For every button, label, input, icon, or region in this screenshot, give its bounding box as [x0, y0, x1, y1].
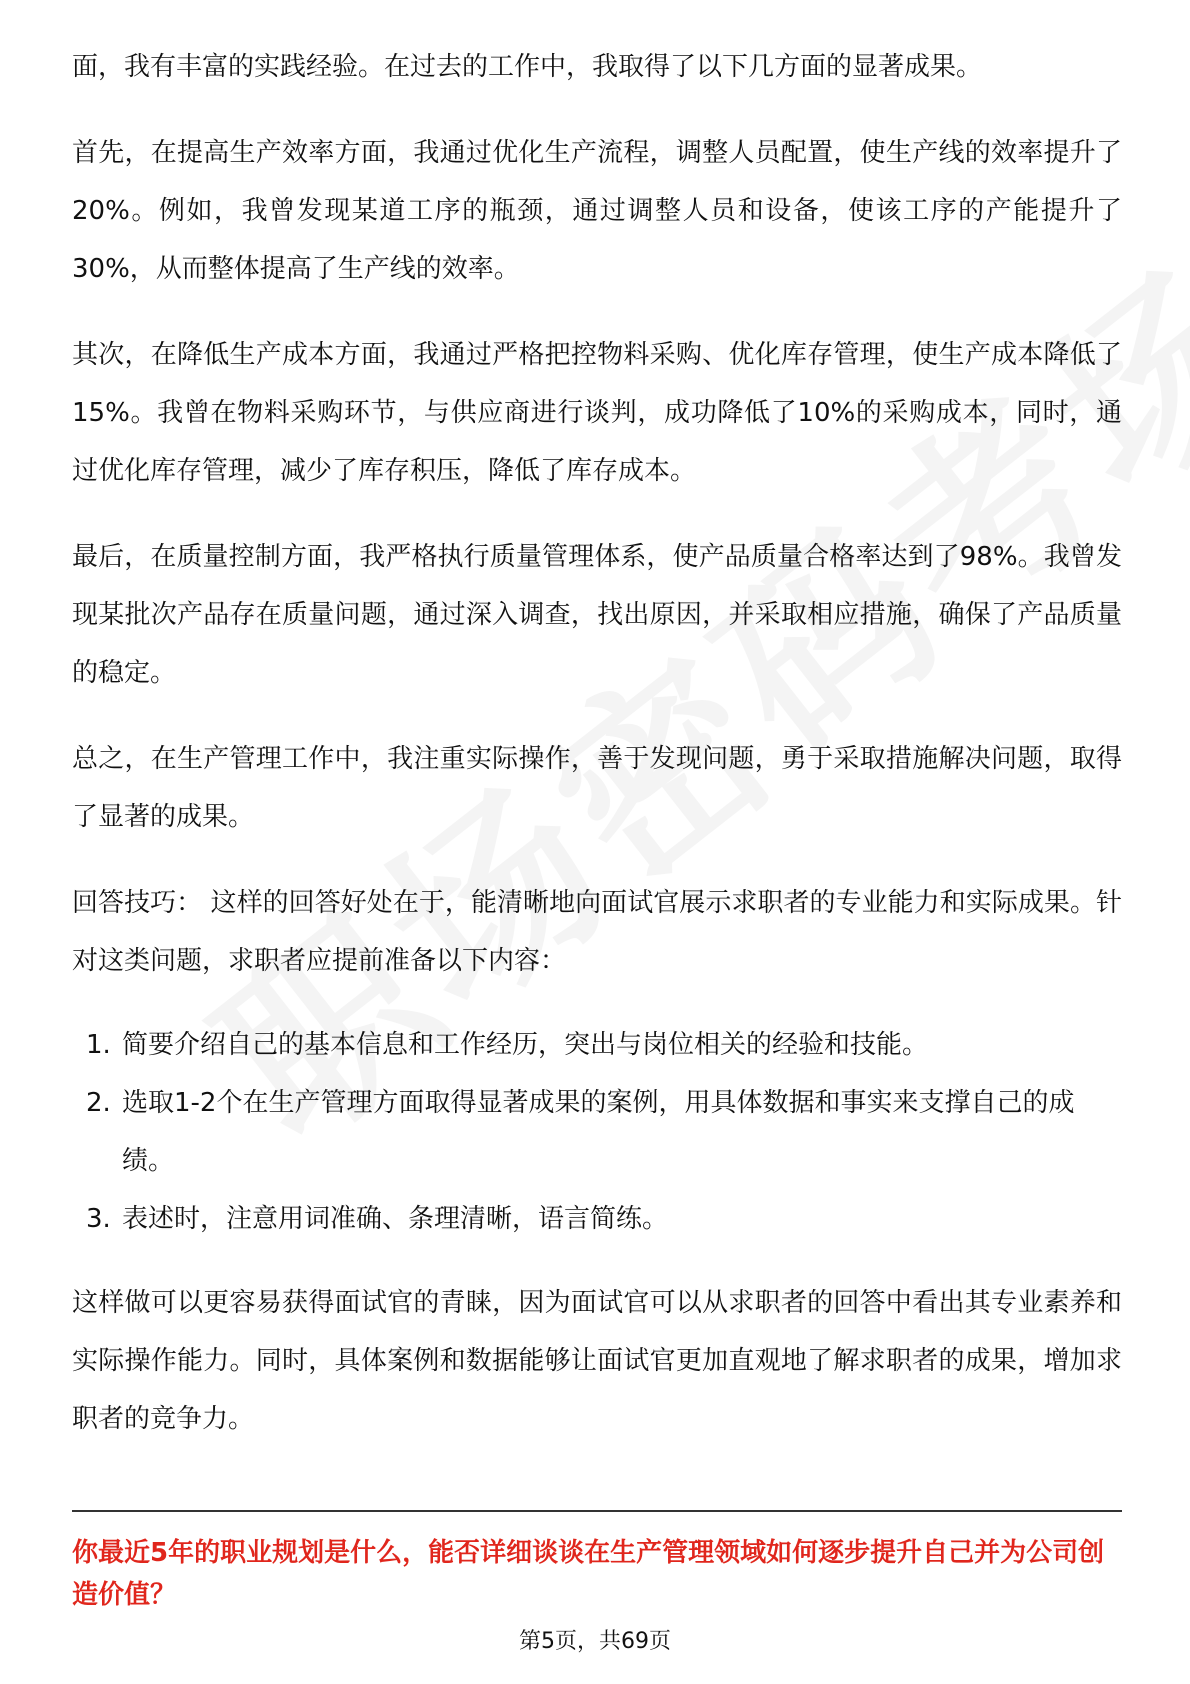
- list-item-text: 表述时，注意用词准确、条理清晰，语言简练。: [122, 1204, 669, 1234]
- list-item: [72, 1074, 1122, 1190]
- next-question-heading: 你最近5年的职业规划是什么，能否详细谈谈在生产管理领域如何逐步提升自己并为公司创造价值？: [72, 1538, 1105, 1610]
- section-divider: [72, 1510, 1122, 1512]
- page-number-footer: 第5页，共69页: [519, 1629, 671, 1654]
- paragraph-tips: 回答技巧： 这样的回答好处在于，能清晰地向面试官展示求职者的专业能力和实际成果。针对这类问题，求职者应提前准备以下内容：: [72, 888, 1122, 976]
- list-item-text: 选取1-2个在生产管理方面取得显著成果的案例，用具体数据和事实来支撑自己的成绩。: [122, 1088, 1075, 1176]
- paragraph-summary: 总之，在生产管理工作中，我注重实际操作，善于发现问题，勇于采取措施解决问题，取得了显著的成果。: [72, 744, 1122, 832]
- list-item-text: 简要介绍自己的基本信息和工作经历，突出与岗位相关的经验和技能。: [122, 1030, 929, 1060]
- tips-list: [72, 1016, 1122, 1248]
- paragraph-closing: 这样做可以更容易获得面试官的青睐，因为面试官可以从求职者的回答中看出其专业素养和实际操作能力。同时，具体案例和数据能够让面试官更加直观地了解求职者的成果，增加求职者的竞争力。: [72, 1288, 1122, 1434]
- list-item-number: 1.: [86, 1030, 111, 1060]
- list-item-number: 3.: [86, 1204, 111, 1234]
- paragraph-cost: 其次，在降低生产成本方面，我通过严格把控物料采购、优化库存管理，使生产成本降低了15%。我曾在物料采购环节，与供应商进行谈判，成功降低了10%的采购成本，同时，通过优化库存管理，减少了库存积压，降低了库存成本。: [72, 340, 1122, 486]
- paragraph-intro: 面，我有丰富的实践经验。在过去的工作中，我取得了以下几方面的显著成果。: [72, 52, 983, 82]
- list-item: [72, 1016, 1122, 1074]
- paragraph-efficiency: 首先，在提高生产效率方面，我通过优化生产流程，调整人员配置，使生产线的效率提升了20%。例如，我曾发现某道工序的瓶颈，通过调整人员和设备，使该工序的产能提升了30%，从而整体提高了生产线的效率。: [72, 138, 1122, 284]
- page-content: [72, 38, 1122, 1476]
- list-item: [72, 1190, 1122, 1248]
- paragraph-quality: 最后，在质量控制方面，我严格执行质量管理体系，使产品质量合格率达到了98%。我曾发现某批次产品存在质量问题，通过深入调查，找出原因，并采取相应措施，确保了产品质量的稳定。: [72, 542, 1122, 688]
- list-item-number: 2.: [86, 1088, 111, 1118]
